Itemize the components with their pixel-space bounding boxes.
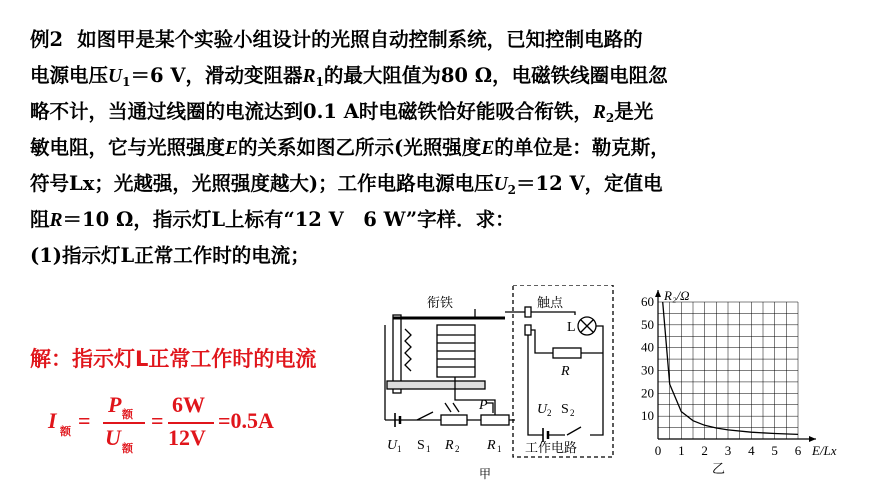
photoresistor-r2-icon: [441, 415, 467, 425]
var-R: R: [49, 210, 63, 231]
y-axis-label: R₂/Ω: [664, 288, 690, 303]
y-tick-label: 60: [641, 294, 654, 309]
x-tick-label: 5: [771, 443, 778, 458]
armature-label: 衔铁: [427, 296, 454, 311]
problem-text-seg: 略不计，当通过线圈的电流达到0.1 A时电磁铁恰好能吸合衔铁，: [30, 100, 593, 123]
problem-text-seg: 敏电阻，它与光照强度: [30, 136, 226, 159]
u1-sub: 1: [397, 444, 402, 454]
problem-text-seg: 电源电压: [30, 64, 109, 87]
var-sub: 1: [315, 75, 324, 89]
r1-label: R: [487, 438, 496, 453]
problem-text-seg: 的最大阻值为80 Ω，电磁铁线圈电阻忽: [323, 64, 668, 87]
var-R: R: [302, 66, 316, 87]
r1-sub: 1: [497, 444, 502, 454]
var-E: E: [481, 138, 495, 159]
x-tick-label: 2: [701, 443, 708, 458]
work-wire: [531, 312, 575, 315]
r2-curve: [663, 302, 798, 434]
numerator-value: 6W: [172, 392, 205, 417]
x-tick-label: 4: [748, 443, 755, 458]
equals-sign: =: [78, 408, 91, 433]
lamp-label: L: [567, 320, 576, 335]
u2-label: U: [537, 402, 548, 417]
problem-label: 例2: [30, 28, 64, 51]
problem-line-1: [30, 22, 850, 58]
voltage-subscript: 额: [122, 442, 133, 455]
r2-label: R: [445, 438, 454, 453]
fraction-bar: [168, 422, 214, 424]
work-wire: [531, 330, 553, 353]
current-subscript: 额: [60, 425, 71, 438]
contact-label: 触点: [537, 296, 564, 311]
problem-text-seg: 的单位是：勒克斯，: [494, 136, 670, 159]
light-arrow-icon: [453, 403, 459, 412]
var-sub: 2: [507, 183, 517, 197]
power-symbol: P: [108, 392, 122, 417]
problem-line-4: [30, 130, 850, 166]
problem-text-seg: 如图甲是某个实验小组设计的光照自动控制系统，已知控制电路的: [77, 28, 643, 51]
spring-icon: [405, 329, 411, 371]
slider-p-label: P: [479, 398, 488, 413]
problem-text-seg: 的关系如图乙所示(光照强度: [238, 136, 482, 159]
y-tick-label: 50: [641, 316, 654, 332]
resistor-r-icon: [553, 348, 581, 358]
chart-caption: 乙: [712, 461, 726, 476]
s2-sub: 2: [570, 408, 575, 418]
switch-s2-icon: [567, 427, 581, 435]
fraction-bar: [103, 422, 145, 424]
contact-top: [525, 307, 531, 317]
result-value: =0.5A: [218, 408, 274, 433]
light-arrow-icon: [445, 403, 451, 412]
y-axis-arrow: [655, 290, 661, 297]
problem-line-2: [30, 58, 850, 94]
resistor-r-label: R: [561, 364, 570, 379]
var-sub: 2: [605, 111, 615, 125]
u1-label: U: [387, 438, 398, 453]
r2-sub: 2: [455, 444, 460, 454]
work-wire: [590, 326, 603, 435]
var-R: R: [592, 102, 606, 123]
power-subscript: 额: [122, 408, 133, 421]
equals-sign: =: [151, 408, 164, 433]
problem-line-3: [30, 94, 850, 130]
x-axis-label: E/Lx: [812, 443, 837, 458]
var-E: E: [225, 138, 239, 159]
question-1: [30, 238, 850, 274]
var-U: U: [493, 174, 508, 195]
switch-s1-icon: [417, 412, 433, 420]
slider-p-icon: [487, 403, 493, 413]
s1-sub: 1: [426, 444, 431, 454]
y-tick-label: 40: [641, 339, 654, 355]
var-sub: 1: [122, 75, 131, 89]
problem-text-seg: ＝10 Ω，指示灯L上标有“12 V 6 W”字样．求：: [62, 208, 515, 231]
circuit-diagram: [375, 285, 625, 485]
y-tick-label: 20: [641, 385, 654, 401]
x-tick-label: 6: [794, 443, 802, 458]
x-axis-arrow: [809, 436, 816, 442]
x-tick-label: 1: [678, 443, 685, 458]
problem-text: [30, 22, 850, 274]
solution-lead: 解：指示灯L正常工作时的电流: [30, 347, 317, 371]
problem-text-seg: 是光: [614, 100, 654, 123]
problem-text-seg: 阻: [30, 208, 50, 231]
current-symbol: I: [48, 408, 57, 433]
y-tick-label: 10: [641, 408, 654, 424]
problem-text-seg: ＝6 V，滑动变阻器: [130, 64, 303, 87]
var-U: U: [108, 66, 123, 87]
circuit-caption: 甲: [479, 467, 492, 481]
r2-vs-e-chart: [628, 282, 868, 487]
work-circuit-label: 工作电路: [525, 441, 578, 456]
problem-line-5: [30, 166, 850, 202]
problem-text-seg: ＝12 V，定值电: [516, 172, 663, 195]
x-tick-label: 3: [724, 443, 732, 458]
problem-line-6: [30, 202, 850, 238]
s1-label: S: [417, 438, 425, 453]
question-1-text: (1)指示灯L正常工作时的电流；: [30, 244, 310, 267]
contact-bottom: [525, 325, 531, 335]
coil-icon: [437, 335, 475, 367]
rheostat-r1-icon: [481, 415, 509, 425]
problem-text-seg: 符号Lx；光越强，光照强度越大)；工作电路电源电压: [30, 172, 494, 195]
y-tick-label: 30: [641, 362, 654, 378]
denominator-value: 12V: [168, 425, 206, 450]
x-tick-label: 0: [654, 443, 662, 458]
base-plate: [387, 381, 485, 389]
s2-label: S: [561, 402, 569, 417]
u2-sub: 2: [547, 408, 552, 418]
voltage-symbol: U: [105, 425, 121, 450]
